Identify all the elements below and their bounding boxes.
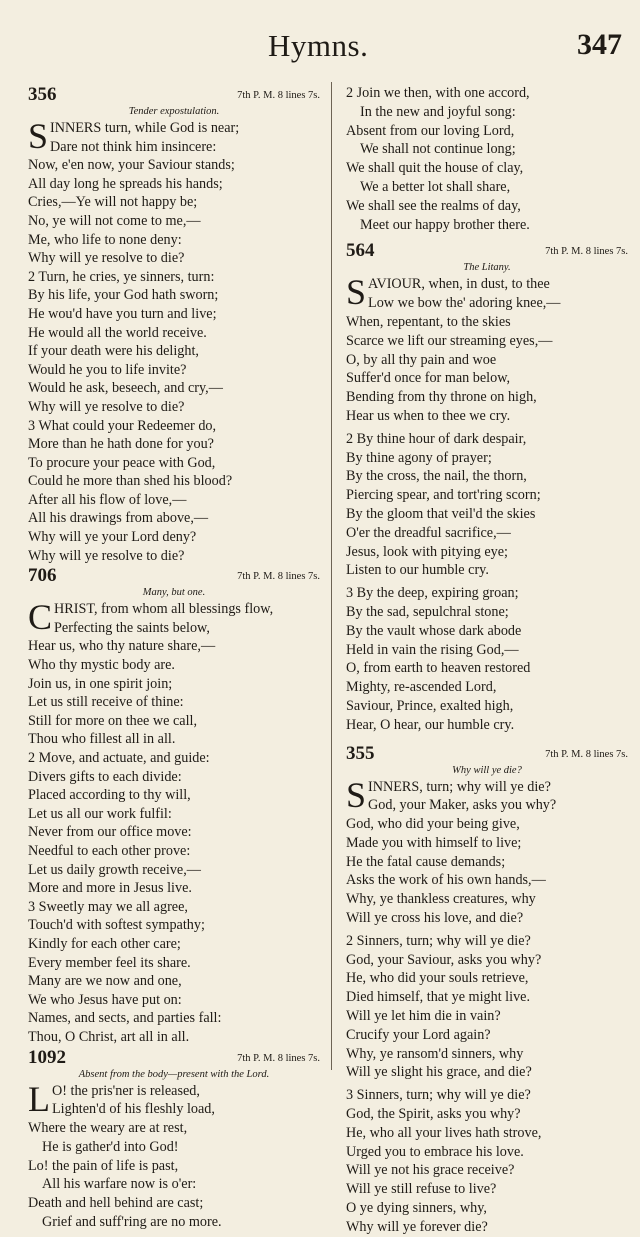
hymn-line: Would he ask, beseech, and cry,—	[28, 380, 223, 397]
drop-cap: S	[346, 774, 367, 815]
hymn-number: 564	[346, 240, 375, 262]
hymn-line: If your death were his delight,	[28, 343, 199, 360]
hymn-line: Will ye let him die in vain?	[346, 1008, 501, 1025]
hymn-line: Now, e'en now, your Saviour stands;	[28, 157, 235, 174]
hymn-line: To procure your peace with God,	[28, 454, 216, 471]
page-header	[0, 20, 640, 80]
hymn-line: He, who did your souls retrieve,	[346, 970, 529, 987]
hymn-line: When, repentant, to the skies	[346, 313, 511, 330]
hymn-line: 3 Sinners, turn; why will ye die?	[346, 1087, 531, 1104]
hymn-1092	[28, 1047, 320, 1232]
hymn-line: 3 By the deep, expiring groan;	[346, 585, 519, 602]
hymn-line: God, who did your being give,	[346, 816, 520, 833]
hymn-line: HRIST, from whom all blessings flow,	[54, 601, 274, 618]
hymn-line: Cries,—Ye will not happy be;	[28, 194, 198, 211]
drop-cap: C	[28, 597, 53, 638]
hymn-line: Piercing spear, and tort'ring scorn;	[346, 487, 541, 504]
hymn-line: Touch'd with softest sympathy;	[28, 917, 205, 934]
hymn-number: 1092	[28, 1046, 66, 1068]
hymn-line: Bending from thy throne on high,	[346, 389, 537, 406]
hymn-line: After all his flow of love,—	[28, 491, 187, 508]
hymn-line: Death and hell behind are cast;	[28, 1195, 204, 1212]
page-title: Hymns.	[268, 28, 369, 63]
hymn-line: Asks the work of his own hands,—	[346, 872, 546, 889]
hymn-line: Join us, in one spirit join;	[28, 675, 173, 692]
hymn-line: Thou, O Christ, art all in all.	[28, 1028, 190, 1045]
hymn-line: Will ye slight his grace, and die?	[346, 1064, 532, 1081]
hymn-line: Lo! the pain of life is past,	[28, 1157, 179, 1174]
left-column	[28, 84, 320, 1232]
hymn-line: Why, ye thankless creatures, why	[346, 891, 536, 908]
hymn-line: Why will ye forever die?	[346, 1218, 488, 1235]
hymn-line: Thou who fillest all in all.	[28, 731, 176, 748]
hymn-line: Low we bow the' adoring knee,—	[368, 295, 561, 312]
hymn-line: Never from our office move:	[28, 824, 192, 841]
hymn-line: All his warfare now is o'er:	[42, 1176, 197, 1193]
hymn-line: Why will ye your Lord deny?	[28, 529, 197, 546]
hymn-line: Will ye not his grace receive?	[346, 1162, 515, 1179]
hymn-line: Held in vain the rising God,—	[346, 641, 519, 658]
hymn-meter: 7th P. M. 8 lines 7s.	[545, 748, 628, 760]
hymn-line: Will ye cross his love, and die?	[346, 910, 524, 927]
hymn-caption: The Litany.	[463, 262, 511, 274]
hymn-line: By thine agony of prayer;	[346, 449, 492, 466]
hymn-line: 3 Sweetly may we all agree,	[28, 898, 188, 915]
hymn-number: 706	[28, 565, 57, 587]
hymn-line: Made you with himself to live;	[346, 834, 522, 851]
hymn-line: Let us daily growth receive,—	[28, 861, 201, 878]
hymn-line: More than he hath done for you?	[28, 436, 214, 453]
hymn-line: More and more in Jesus live.	[28, 880, 192, 897]
hymn-line: Urged you to embrace his love.	[346, 1143, 524, 1160]
hymn-line: O, by all thy pain and woe	[346, 351, 497, 368]
hymn-line: We shall quit the house of clay,	[346, 160, 524, 177]
hymn-706	[28, 565, 320, 1046]
hymn-line: 2 Turn, he cries, ye sinners, turn:	[28, 268, 215, 285]
hymn-line: By the sad, sepulchral stone;	[346, 603, 509, 620]
hymn-line: We a better lot shall share,	[360, 178, 511, 195]
hymn-line: God, your Saviour, asks you why?	[346, 951, 542, 968]
page-number: 347	[577, 28, 622, 61]
drop-cap: S	[28, 116, 49, 156]
hymn-line: Mighty, re-ascended Lord,	[346, 679, 497, 696]
hymn-line: O ye dying sinners, why,	[346, 1200, 487, 1217]
hymn-line: Names, and sects, and parties fall:	[28, 1010, 222, 1027]
hymn-line: Grief and suff'ring are no more.	[42, 1214, 222, 1231]
hymn-line: Needful to each other prove:	[28, 842, 191, 859]
hymn-line: Let us all our work fulfil:	[28, 805, 172, 822]
hymn-564	[346, 240, 628, 734]
hymn-line: He is gather'd into God!	[42, 1138, 179, 1155]
hymn-line: Crucify your Lord again?	[346, 1026, 491, 1043]
hymn-line: O'er the dreadful sacrifice,—	[346, 524, 511, 541]
hymn-line: We shall see the realms of day,	[346, 197, 521, 214]
hymn-line: Saviour, Prince, exalted high,	[346, 697, 514, 714]
hymn-line: Hear us when to thee we cry.	[346, 407, 511, 424]
hymn-line: Perfecting the saints below,	[54, 619, 210, 636]
hymn-line: Why will ye resolve to die?	[28, 250, 185, 267]
hymn-line: Who thy mystic body are.	[28, 657, 175, 674]
hymn-356	[28, 84, 320, 565]
hymn-line: O! the pris'ner is released,	[52, 1082, 200, 1099]
column-divider	[331, 82, 332, 1070]
hymn-line: 2 Join we then, with one accord,	[346, 85, 530, 101]
hymn-line: He would all the world receive.	[28, 324, 207, 341]
hymn-line: Every member feel its share.	[28, 954, 191, 971]
hymn-line: Suffer'd once for man below,	[346, 370, 511, 387]
hymn-line: 2 By thine hour of dark despair,	[346, 430, 527, 447]
hymn-line: Placed according to thy will,	[28, 787, 191, 804]
hymn-line: INNERS turn, while God is near;	[50, 120, 240, 136]
hymn-meter: 7th P. M. 8 lines 7s.	[545, 246, 628, 258]
hymn-line: All day long he spreads his hands;	[28, 175, 223, 192]
drop-cap: L	[28, 1078, 50, 1119]
right-column	[346, 84, 628, 1237]
hymn-line: Would he you to life invite?	[28, 361, 187, 378]
hymn-caption: Why will ye die?	[452, 764, 522, 776]
hymn-line: Why will ye resolve to die?	[28, 398, 185, 415]
hymn-line: Jesus, look with pitying eye;	[346, 543, 508, 560]
hymn-line: He the fatal cause demands;	[346, 853, 506, 870]
hymn-line: 2 Sinners, turn; why will ye die?	[346, 932, 531, 949]
hymn-line: Why will ye resolve to die?	[28, 547, 185, 564]
hymn-meter: 7th P. M. 8 lines 7s.	[237, 571, 320, 583]
hymn-line: INNERS, turn; why will ye die?	[368, 778, 551, 795]
hymn-line: Lighten'd of his fleshly load,	[52, 1101, 215, 1118]
hymn-line: All his drawings from above,—	[28, 510, 209, 527]
drop-cap: S	[346, 272, 367, 313]
hymn-line: We shall not continue long;	[360, 141, 516, 158]
hymn-line: In the new and joyful song:	[360, 103, 516, 120]
hymn-line: Many are we now and one,	[28, 973, 182, 990]
hymn-line: God, the Spirit, asks you why?	[346, 1106, 521, 1123]
hymn-line: 3 What could your Redeemer do,	[28, 417, 217, 434]
hymn-355	[346, 743, 628, 1237]
hymn-line: No, ye will not come to me,—	[28, 212, 201, 229]
hymn-line: Will ye still refuse to live?	[346, 1181, 497, 1198]
hymn-number: 356	[28, 84, 57, 105]
hymn-line: By the gloom that veil'd the skies	[346, 505, 536, 522]
hymn-line: By his life, your God hath sworn;	[28, 287, 219, 304]
hymn-line: We who Jesus have put on:	[28, 991, 182, 1008]
hymn-meter: 7th P. M. 8 lines 7s.	[237, 90, 320, 101]
hymn-line: Kindly for each other care;	[28, 935, 181, 952]
hymn-line: Dare not think him insincere:	[50, 138, 217, 155]
hymn-line: Why, ye ransom'd sinners, why	[346, 1045, 524, 1062]
hymn-line: Could he more than shed his blood?	[28, 473, 233, 490]
hymn-line: Where the weary are at rest,	[28, 1120, 188, 1137]
hymn-line: O, from earth to heaven restored	[346, 660, 531, 677]
hymn-line: By the vault whose dark abode	[346, 622, 522, 639]
hymn-caption: Many, but one.	[142, 587, 206, 599]
hymn-line: Divers gifts to each divide:	[28, 768, 182, 785]
hymn-caption: Tender expostulation.	[128, 106, 220, 117]
hymn-line: Died himself, that ye might live.	[346, 989, 531, 1006]
hymn-1092-continued	[346, 84, 628, 234]
hymn-line: Let us still receive of thine:	[28, 694, 184, 711]
hymn-caption: Absent from the body—present with the Lord.	[78, 1068, 270, 1080]
hymn-line: Meet our happy brother there.	[360, 216, 530, 233]
hymn-line: Still for more on thee we call,	[28, 712, 198, 729]
hymn-line: AVIOUR, when, in dust, to thee	[368, 276, 550, 293]
hymn-number: 355	[346, 742, 375, 764]
hymn-line: 2 Move, and actuate, and guide:	[28, 750, 210, 766]
hymn-meter: 7th P. M. 8 lines 7s.	[237, 1052, 320, 1064]
hymn-line: God, your Maker, asks you why?	[368, 797, 557, 814]
hymn-line: He, who all your lives hath strove,	[346, 1124, 542, 1141]
hymn-line: Hear us, who thy nature share,—	[28, 638, 216, 655]
hymn-line: Hear, O hear, our humble cry.	[346, 716, 515, 733]
hymn-line: By the cross, the nail, the thorn,	[346, 468, 527, 485]
hymn-line: Me, who life to none deny:	[28, 231, 182, 248]
hymn-line: He wou'd have you turn and live;	[28, 305, 217, 322]
hymn-line: Listen to our humble cry.	[346, 562, 489, 579]
hymn-line: Scarce we lift our streaming eyes,—	[346, 332, 553, 349]
hymn-line: Absent from our loving Lord,	[346, 122, 515, 139]
